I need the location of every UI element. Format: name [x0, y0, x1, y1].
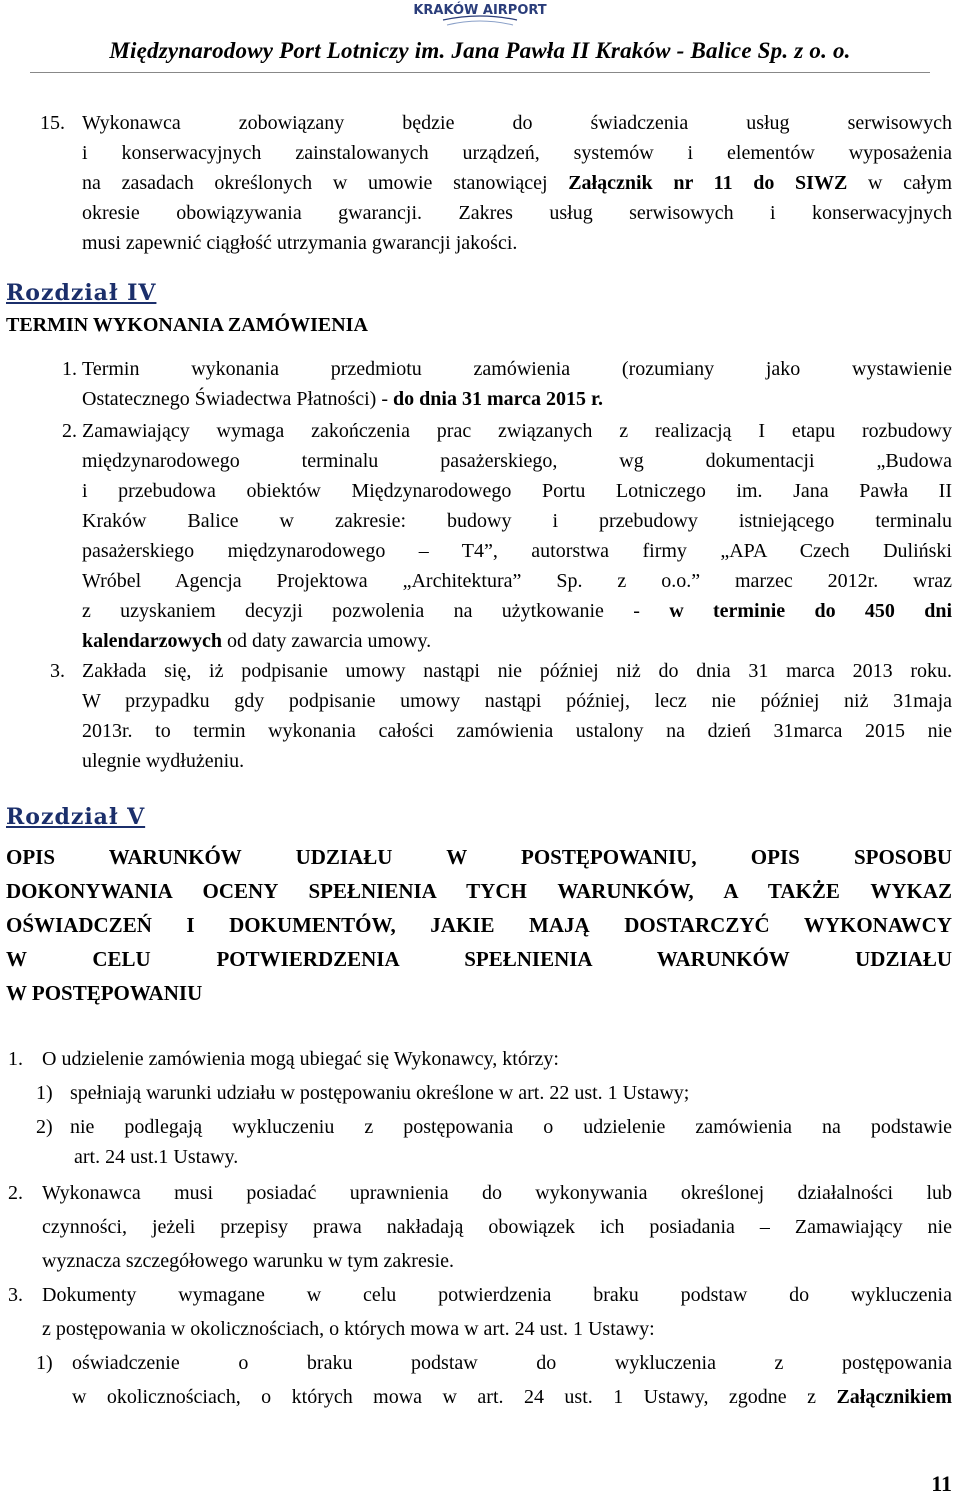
sub-list-item: 1) oświadczenie o braku podstaw do wykluczenia z postępowania w okolicznościach, o których mowa w art. 24 ust. 1 Ustawy, zgodne z Załącznikiem — [36, 1352, 952, 1408]
page-number: 11 — [931, 1471, 952, 1496]
chapter-iv-subheading: TERMIN WYKONANIA ZAMÓWIENIA — [6, 314, 368, 336]
chapter-iv-heading: Rozdział IV — [6, 280, 157, 306]
airport-logo — [0, 0, 960, 32]
text-line: i konserwacyjnych zainstalowanych urządzeń, systemów i elementów wyposażenia — [82, 142, 952, 164]
text-line: Wykonawca zobowiązany będzie do świadczenia usług serwisowych — [82, 112, 952, 134]
list-item: 1. O udzielenie zamówienia mogą ubiegać się Wykonawcy, którzy: — [8, 1048, 559, 1070]
text-line: musi zapewnić ciągłość utrzymania gwarancji jakości. — [82, 232, 518, 254]
sub-list-item: 1) spełniają warunki udziału w postępowaniu określone w art. 22 ust. 1 Ustawy; — [36, 1082, 690, 1104]
header-title: Międzynarodowy Port Lotniczy im. Jana Pawła II Kraków - Balice Sp. z o. o. — [109, 38, 851, 63]
list-item: 1. Termin wykonania przedmiotu zamówienia (rozumiany jako wystawienie Ostatecznego Świadectwa Płatności) - do dnia 31 marca 2015 r. — [62, 358, 952, 410]
list-item: 2. Wykonawca musi posiadać uprawnienia do wykonywania określonej działalności lub czynności, jeżeli przepisy prawa nakładają obowiązek ich posiadania – Zamawiający nie wyznacza szczegółowego warunku w tym zakresie. — [8, 1182, 952, 1272]
paragraph-number: 15. — [40, 112, 65, 134]
logo-text: KRAKÓW AIRPORT — [413, 3, 547, 18]
text-line: okresie obowiązywania gwarancji. Zakres usług serwisowych i konserwacyjnych — [82, 202, 952, 224]
list-item: 3. Dokumenty wymagane w celu potwierdzenia braku podstaw do wykluczenia z postępowania w okolicznościach, o których mowa w art. 24 ust. 1 Ustawy: — [8, 1284, 952, 1340]
list-item: 3. Zakłada się, iż podpisanie umowy nastąpi nie później niż do dnia 31 marca 2013 roku. W przypadku gdy podpisanie umowy nastąpi później, lecz nie później niż 31maja 2013r. to termin wykonania całości zamówienia ustalony na dzień 31marca 2015 nie ulegnie wydłużeniu. — [50, 660, 952, 772]
list-item: 2. Zamawiający wymaga zakończenia prac związanych z realizacją I etapu rozbudowy międzynarodowego terminalu pasażerskiego, wg dokumentacji „Budowa i przebudowa obiektów Międzynarodowego Portu Lotniczego im. Jana Pawła II Kraków Balice w zakresie: budowy i przebudowy istniejącego terminalu pasażerskiego międzynarodowego – T4”, autorstwa firmy „APA Czech Duliński Wróbel Agencja Projektowa „Architektura” Sp. z o.o.” marzec 2012r. wraz z uzyskaniem decyzji pozwolenia na użytkowanie - w terminie do 450 dni kalendarzowych od daty zawarcia umowy. — [62, 420, 953, 652]
text-line: na zasadach określonych w umowie stanowiącej Załącznik nr 11 do SIWZ w całym — [82, 172, 952, 194]
paragraph-15 — [0, 108, 960, 258]
chapter-v-subheading: OPIS WARUNKÓW UDZIAŁU W POSTĘPOWANIU, OPIS SPOSOBU DOKONYWANIA OCENY SPEŁNIENIA TYCH WARUNKÓW, A TAKŻE WYKAZ OŚWIADCZEŃ I DOKUMENTÓW, JAKIE MAJĄ DOSTARCZYĆ WYKONAWCY W CELU POTWIERDZENIA SPEŁNIENIA WARUNKÓW UDZIAŁU W POSTĘPOWANIU — [6, 845, 952, 1005]
chapter-v-heading: Rozdział V — [6, 804, 146, 830]
document-body — [0, 108, 960, 1414]
sub-list-item: 2) nie podlegają wykluczeniu z postępowania o udzielenie zamówienia na podstawie art. 24 ust.1 Ustawy. — [36, 1116, 952, 1168]
header-divider — [30, 72, 930, 73]
